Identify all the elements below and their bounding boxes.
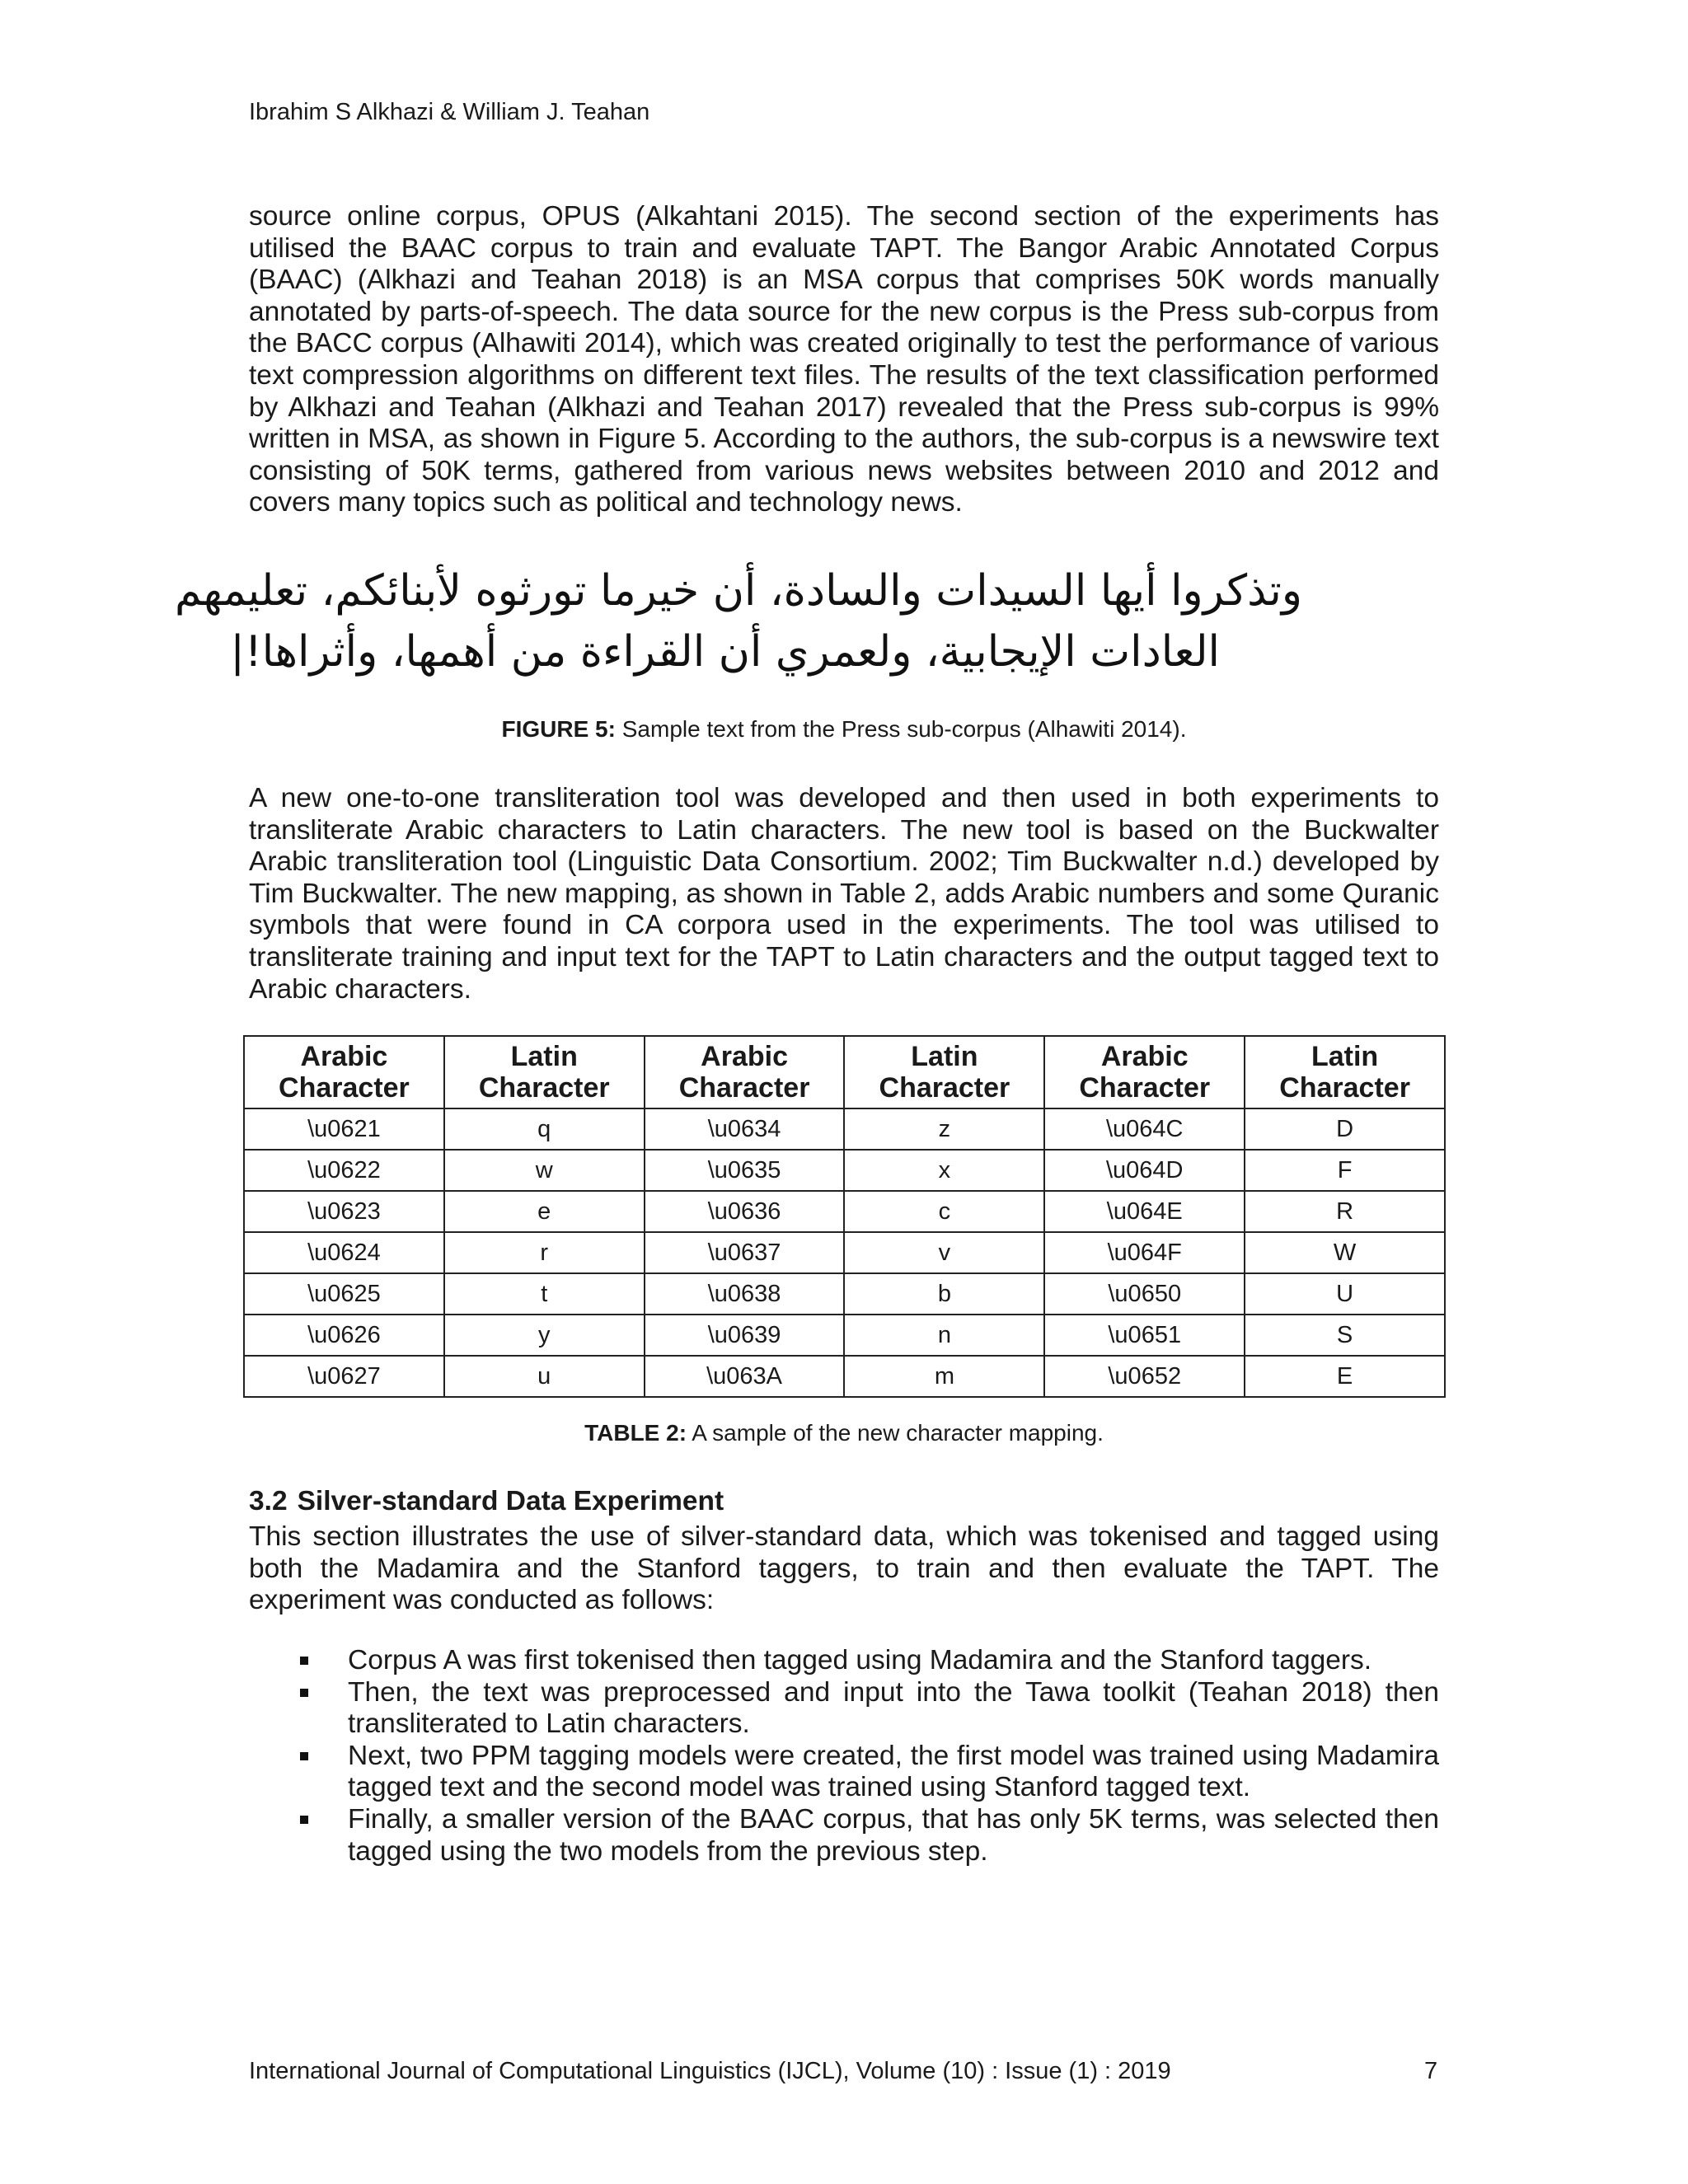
table-cell: t: [444, 1273, 645, 1315]
table-cell: w: [444, 1150, 645, 1191]
table-cell: \u0636: [645, 1191, 845, 1232]
table-cell: \u0625: [244, 1273, 444, 1315]
arabic-sample-line-2: العادات الإيجابية، ولعمري أن القراءة من أهمها، وأثراها!|: [230, 627, 1220, 677]
table-row: [244, 1232, 1445, 1273]
list-item-text: Finally, a smaller version of the BAAC corpus, that has only 5K terms, was selected then tagged using the two models from the previous step.: [348, 1803, 1439, 1867]
list-item-text: Corpus A was first tokenised then tagged using Madamira and the Stanford taggers.: [348, 1645, 1372, 1675]
table-cell: \u0639: [645, 1315, 845, 1356]
table-cell: \u0637: [645, 1232, 845, 1273]
section-title: Silver-standard Data Experiment: [297, 1486, 724, 1516]
table-cell: m: [844, 1356, 1044, 1397]
table-cell: x: [844, 1150, 1044, 1191]
arabic-sample-line-1: وتذكروا أيها السيدات والسادة، أن خيرما تورثوه لأبنائكم، تعليمهم: [175, 566, 1302, 616]
table-header-cell: Latin Character: [1245, 1036, 1445, 1108]
square-bullet-icon: [300, 1657, 308, 1665]
table-cell: \u064D: [1044, 1150, 1245, 1191]
table-row: [244, 1150, 1445, 1191]
list-item-text: Next, two PPM tagging models were created, the first model was trained using Madamira tagged text and the second model was trained using Stanford tagged text.: [348, 1740, 1439, 1803]
page-number: 7: [1424, 2058, 1438, 2084]
table-cell: r: [444, 1232, 645, 1273]
table-cell: \u0651: [1044, 1315, 1245, 1356]
table-cell: F: [1245, 1150, 1445, 1191]
figure-5-caption: [249, 716, 1439, 743]
table-header-cell: Arabic Character: [645, 1036, 845, 1108]
table-cell: b: [844, 1273, 1044, 1315]
table-header-cell: Arabic Character: [244, 1036, 444, 1108]
list-item: [249, 1804, 1439, 1868]
table-cell: \u064E: [1044, 1191, 1245, 1232]
table-cell: \u0650: [1044, 1273, 1245, 1315]
figure-5-caption-text: Sample text from the Press sub-corpus (Alhawiti 2014).: [615, 716, 1187, 742]
list-item-text: Then, the text was preprocessed and input into the Tawa toolkit (Teahan 2018) then transliterated to Latin characters.: [348, 1676, 1439, 1740]
table-cell: n: [844, 1315, 1044, 1356]
table-cell: \u064C: [1044, 1108, 1245, 1150]
square-bullet-icon: [300, 1816, 308, 1824]
table-cell: e: [444, 1191, 645, 1232]
table-2-caption-text: A sample of the new character mapping.: [687, 1420, 1104, 1446]
running-header: Ibrahim S Alkhazi & William J. Teahan: [249, 99, 650, 125]
table-cell: \u0623: [244, 1191, 444, 1232]
table-header-cell: Latin Character: [444, 1036, 645, 1108]
table-cell: U: [1245, 1273, 1445, 1315]
table-cell: W: [1245, 1232, 1445, 1273]
list-item: [249, 1741, 1439, 1804]
experiment-steps-list: [249, 1645, 1439, 1868]
list-item: [249, 1677, 1439, 1741]
table-cell: c: [844, 1191, 1044, 1232]
table-cell: R: [1245, 1191, 1445, 1232]
table-cell: \u0634: [645, 1108, 845, 1150]
paragraph-corpus-description: source online corpus, OPUS (Alkahtani 2015). The second section of the experiments has utilised the BAAC corpus to train and evaluate TAPT. The Bangor Arabic Annotated Corpus (BAAC) (Alkhazi and Teahan 2018) is an MSA corpus that comprises 50K words manually annotated by parts-of-speech. The data source for the new corpus is the Press sub-corpus from the BACC corpus (Alhawiti 2014), which was created originally to test the performance of various text compression algorithms on different text files. The results of the text classification performed by Alkhazi and Teahan (Alkhazi and Teahan 2017) revealed that the Press sub-corpus is 99% written in MSA, as shown in Figure 5. According to the authors, the sub-corpus is a newswire text consisting of 50K terms, gathered from various news websites between 2010 and 2012 and covers many topics such as political and technology news.: [249, 201, 1439, 518]
table-row: [244, 1356, 1445, 1397]
table-cell: \u0621: [244, 1108, 444, 1150]
table-cell: u: [444, 1356, 645, 1397]
table-cell: v: [844, 1232, 1044, 1273]
table-row: [244, 1191, 1445, 1232]
section-heading: [249, 1486, 724, 1517]
table-cell: \u0627: [244, 1356, 444, 1397]
figure-5-arabic-sample: [175, 560, 1302, 688]
section-number: 3.2: [249, 1486, 288, 1516]
list-item: [249, 1645, 1439, 1677]
table-row: [244, 1108, 1445, 1150]
table-cell: \u0652: [1044, 1356, 1245, 1397]
table-cell: S: [1245, 1315, 1445, 1356]
table-cell: z: [844, 1108, 1044, 1150]
table-cell: \u064F: [1044, 1232, 1245, 1273]
table-cell: \u063A: [645, 1356, 845, 1397]
square-bullet-icon: [300, 1689, 308, 1697]
table-cell: E: [1245, 1356, 1445, 1397]
table-cell: \u0624: [244, 1232, 444, 1273]
table-cell: q: [444, 1108, 645, 1150]
table-header-cell: Latin Character: [844, 1036, 1044, 1108]
table-cell: \u0638: [645, 1273, 845, 1315]
table-2-caption: [249, 1420, 1439, 1446]
table-row: [244, 1273, 1445, 1315]
table-header-cell: Arabic Character: [1044, 1036, 1245, 1108]
paragraph-silver-standard: This section illustrates the use of silver-standard data, which was tokenised and tagged using both the Madamira and the Stanford taggers, to train and then evaluate the TAPT. The experiment was conducted as follows:: [249, 1521, 1439, 1616]
journal-footer: International Journal of Computational Linguistics (IJCL), Volume (10) : Issue (1) : 2019: [249, 2058, 1171, 2084]
figure-5-caption-label: FIGURE 5:: [501, 716, 616, 742]
table-cell: D: [1245, 1108, 1445, 1150]
table-cell: y: [444, 1315, 645, 1356]
table-header-row: [244, 1036, 1445, 1108]
table-cell: \u0622: [244, 1150, 444, 1191]
table-row: [244, 1315, 1445, 1356]
table-2-caption-label: TABLE 2:: [584, 1420, 687, 1446]
table-cell: \u0626: [244, 1315, 444, 1356]
square-bullet-icon: [300, 1752, 308, 1760]
table-cell: \u0635: [645, 1150, 845, 1191]
table-2-character-mapping: [243, 1035, 1446, 1398]
paragraph-transliteration-tool: A new one-to-one transliteration tool was developed and then used in both experiments to transliterate Arabic characters to Latin characters. The new tool is based on the Buckwalter Arabic transliteration tool (Linguistic Data Consortium. 2002; Tim Buckwalter n.d.) developed by Tim Buckwalter. The new mapping, as shown in Table 2, adds Arabic numbers and some Quranic symbols that were found in CA corpora used in the experiments. The tool was utilised to transliterate training and input text for the TAPT to Latin characters and the output tagged text to Arabic characters.: [249, 783, 1439, 1005]
